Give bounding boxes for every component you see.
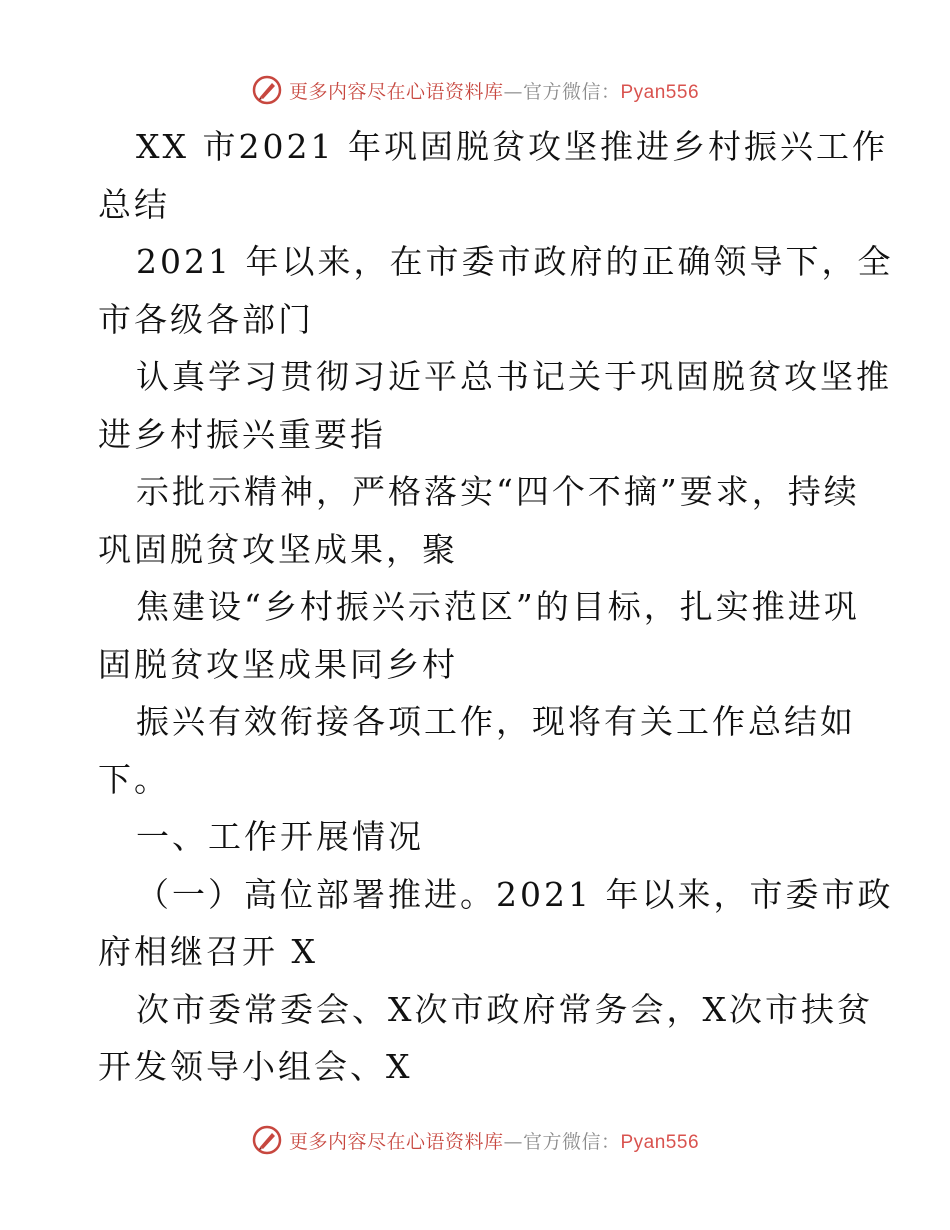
paragraph-line: 府相继召开 X [98, 932, 318, 971]
document-body [98, 118, 894, 1096]
pen-logo-icon [251, 1124, 283, 1156]
watermark-header [0, 70, 950, 110]
paragraph-line: 示批示精神，严格落实“四个不摘”要求，持续 [136, 472, 860, 511]
watermark-text [289, 77, 699, 104]
paragraph-line: 焦建设“乡村振兴示范区”的目标，扎实推进巩 [136, 587, 860, 626]
paragraph-line: 进乡村振兴重要指 [98, 414, 386, 454]
watermark-label: 官方微信： [522, 1130, 621, 1153]
paragraph-line: 市各级各部门 [98, 299, 314, 339]
watermark-footer [0, 1120, 950, 1160]
watermark-dash: — [503, 1130, 523, 1153]
paragraph-line: （一）高位部署推进。2021 年以来，市委市政 [136, 874, 894, 914]
document-title-line-1: XX 市2021 年巩固脱贫攻坚推进乡村振兴工作 [136, 127, 888, 166]
paragraph-line: 认真学习贯彻习近平总书记关于巩固脱贫攻坚推 [136, 357, 892, 396]
pen-logo-icon [251, 74, 283, 106]
watermark-dash: — [503, 80, 523, 103]
paragraph-line: 开发领导小组会、X [98, 1047, 413, 1086]
watermark-site: 更多内容尽在心语资料库 [288, 1130, 504, 1153]
paragraph-line: 固脱贫攻坚成果同乡村 [98, 644, 458, 684]
section-heading: 一、工作开展情况 [136, 817, 424, 856]
paragraph-line: 次市委常委会、X次市政府常务会，X次市扶贫 [136, 989, 873, 1029]
paragraph-line: 下。 [98, 759, 170, 799]
watermark-text [289, 1127, 699, 1154]
paragraph-line: 2021 年以来，在市委市政府的正确领导下，全 [136, 242, 894, 281]
watermark-wechat-id: Pyan556 [620, 1131, 700, 1153]
paragraph-line: 巩固脱贫攻坚成果，聚 [98, 529, 458, 569]
watermark-wechat-id: Pyan556 [620, 81, 700, 103]
document-title-line-2: 总结 [98, 184, 170, 224]
paragraph-line: 振兴有效衔接各项工作，现将有关工作总结如 [136, 702, 856, 741]
watermark-label: 官方微信： [522, 80, 621, 103]
watermark-site: 更多内容尽在心语资料库 [288, 80, 504, 103]
